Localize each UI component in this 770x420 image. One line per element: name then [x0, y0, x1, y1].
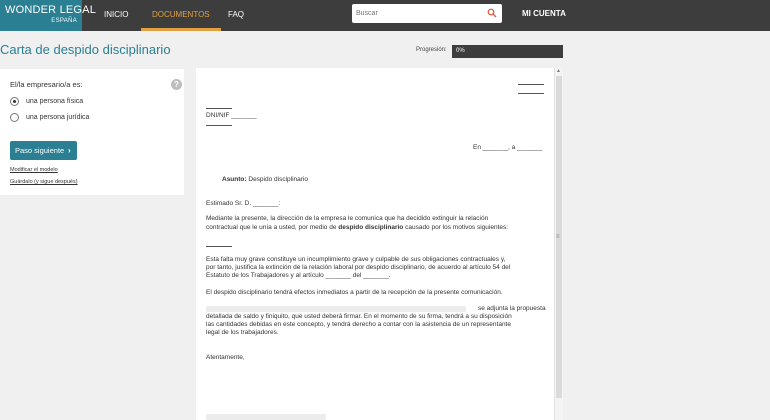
nav-faq[interactable]: FAQ — [228, 10, 245, 19]
logo-sub-text: ESPAÑA — [51, 18, 77, 24]
help-icon[interactable]: ? — [171, 79, 182, 90]
p1-text-c: causado por los motivos siguientes: — [405, 224, 509, 231]
subject-line — [222, 176, 308, 184]
greeting: Estimado Sr. D. _______: — [206, 200, 281, 207]
save-later-link[interactable]: Guárdalo (y sigue después) — [10, 179, 78, 185]
p1-bold: despido disciplinario — [338, 224, 404, 231]
p1-text-a: contractual que le unía a usted, por medio de — [206, 224, 337, 231]
search-box[interactable] — [352, 4, 502, 23]
paragraph-4-line-3: las cantidades debidas en este concepto, y tendrá derecho a contar con la asistencia de un representante — [206, 321, 511, 328]
scroll-grip-icon: ≡ — [556, 234, 560, 240]
account-link[interactable]: MI CUENTA — [522, 9, 566, 18]
blank-line — [518, 93, 544, 94]
radio-button[interactable] — [10, 113, 19, 122]
chevron-right-icon: › — [68, 146, 71, 155]
search-icon[interactable] — [487, 8, 497, 18]
dni-line: DNI/NIF _______ — [206, 112, 257, 119]
blank-line — [206, 246, 232, 247]
next-step-label: Paso siguiente — [15, 146, 65, 155]
progress-value: 0% — [456, 48, 465, 54]
blank-line — [206, 125, 232, 126]
question-label: El/la empresario/a es: — [10, 80, 83, 89]
blank-line — [206, 108, 232, 109]
subject-label: Asunto: — [222, 176, 247, 183]
subject-text: Despido disciplinario — [248, 176, 308, 183]
page-title: Carta de despido disciplinario — [0, 42, 171, 57]
blurred-text — [206, 306, 466, 312]
paragraph-3: El despido disciplinario tendrá efectos inmediatos a partir de la recepción de la presente comunicación. — [206, 289, 503, 296]
paragraph-1-line-1: Mediante la presente, la dirección de la empresa le comunica que ha decidido extinguir la relación — [206, 215, 489, 222]
scroll-up-icon[interactable]: ▲ — [556, 68, 561, 74]
option-label: una persona física — [26, 98, 84, 105]
paragraph-4-line-2: detallada de saldo y finiquito, que usted deberá firmar. En el momento de su firma, tendrá a su disposición — [206, 313, 512, 320]
paragraph-4-line-1: se adjunta la propuesta — [478, 305, 546, 312]
top-navbar — [0, 0, 770, 31]
blank-line — [518, 84, 544, 85]
wonder-legal-logo[interactable] — [0, 0, 97, 31]
question-panel — [0, 69, 184, 195]
document-preview — [196, 68, 563, 420]
logo-main-text: WONDER LEGAL — [5, 4, 97, 16]
paragraph-2-line-1: Esta falta muy grave constituye un incumplimiento grave y culpable de sus obligaciones contractuales y, — [206, 256, 506, 263]
radio-button[interactable] — [10, 97, 19, 106]
next-step-button[interactable] — [10, 141, 77, 160]
document-scrollbar[interactable] — [554, 68, 563, 420]
place-date-line: En _______, a _______ — [473, 144, 543, 151]
progress-bar — [452, 45, 563, 58]
progress-label: Progresión: — [416, 47, 447, 53]
nav-documentos[interactable]: DOCUMENTOS — [141, 0, 221, 31]
closing: Atentamente, — [206, 354, 245, 361]
option-label: una persona jurídica — [26, 114, 90, 121]
paragraph-1-line-2 — [206, 224, 508, 232]
search-input[interactable] — [356, 6, 481, 21]
paragraph-2-line-2: por tanto, justifica la extinción de la relación laboral por despido disciplinario, de acuerdo al artículo 54 del — [206, 264, 511, 271]
paragraph-4-line-4: legal de los trabajadores. — [206, 329, 279, 336]
nav-inicio[interactable]: INICIO — [104, 10, 129, 19]
blurred-text — [206, 414, 326, 420]
modify-model-link[interactable]: Modificar el modelo — [10, 167, 58, 173]
paragraph-2-line-3: Estatuto de los Trabajadores y al artículo _______ del _______. — [206, 272, 391, 279]
